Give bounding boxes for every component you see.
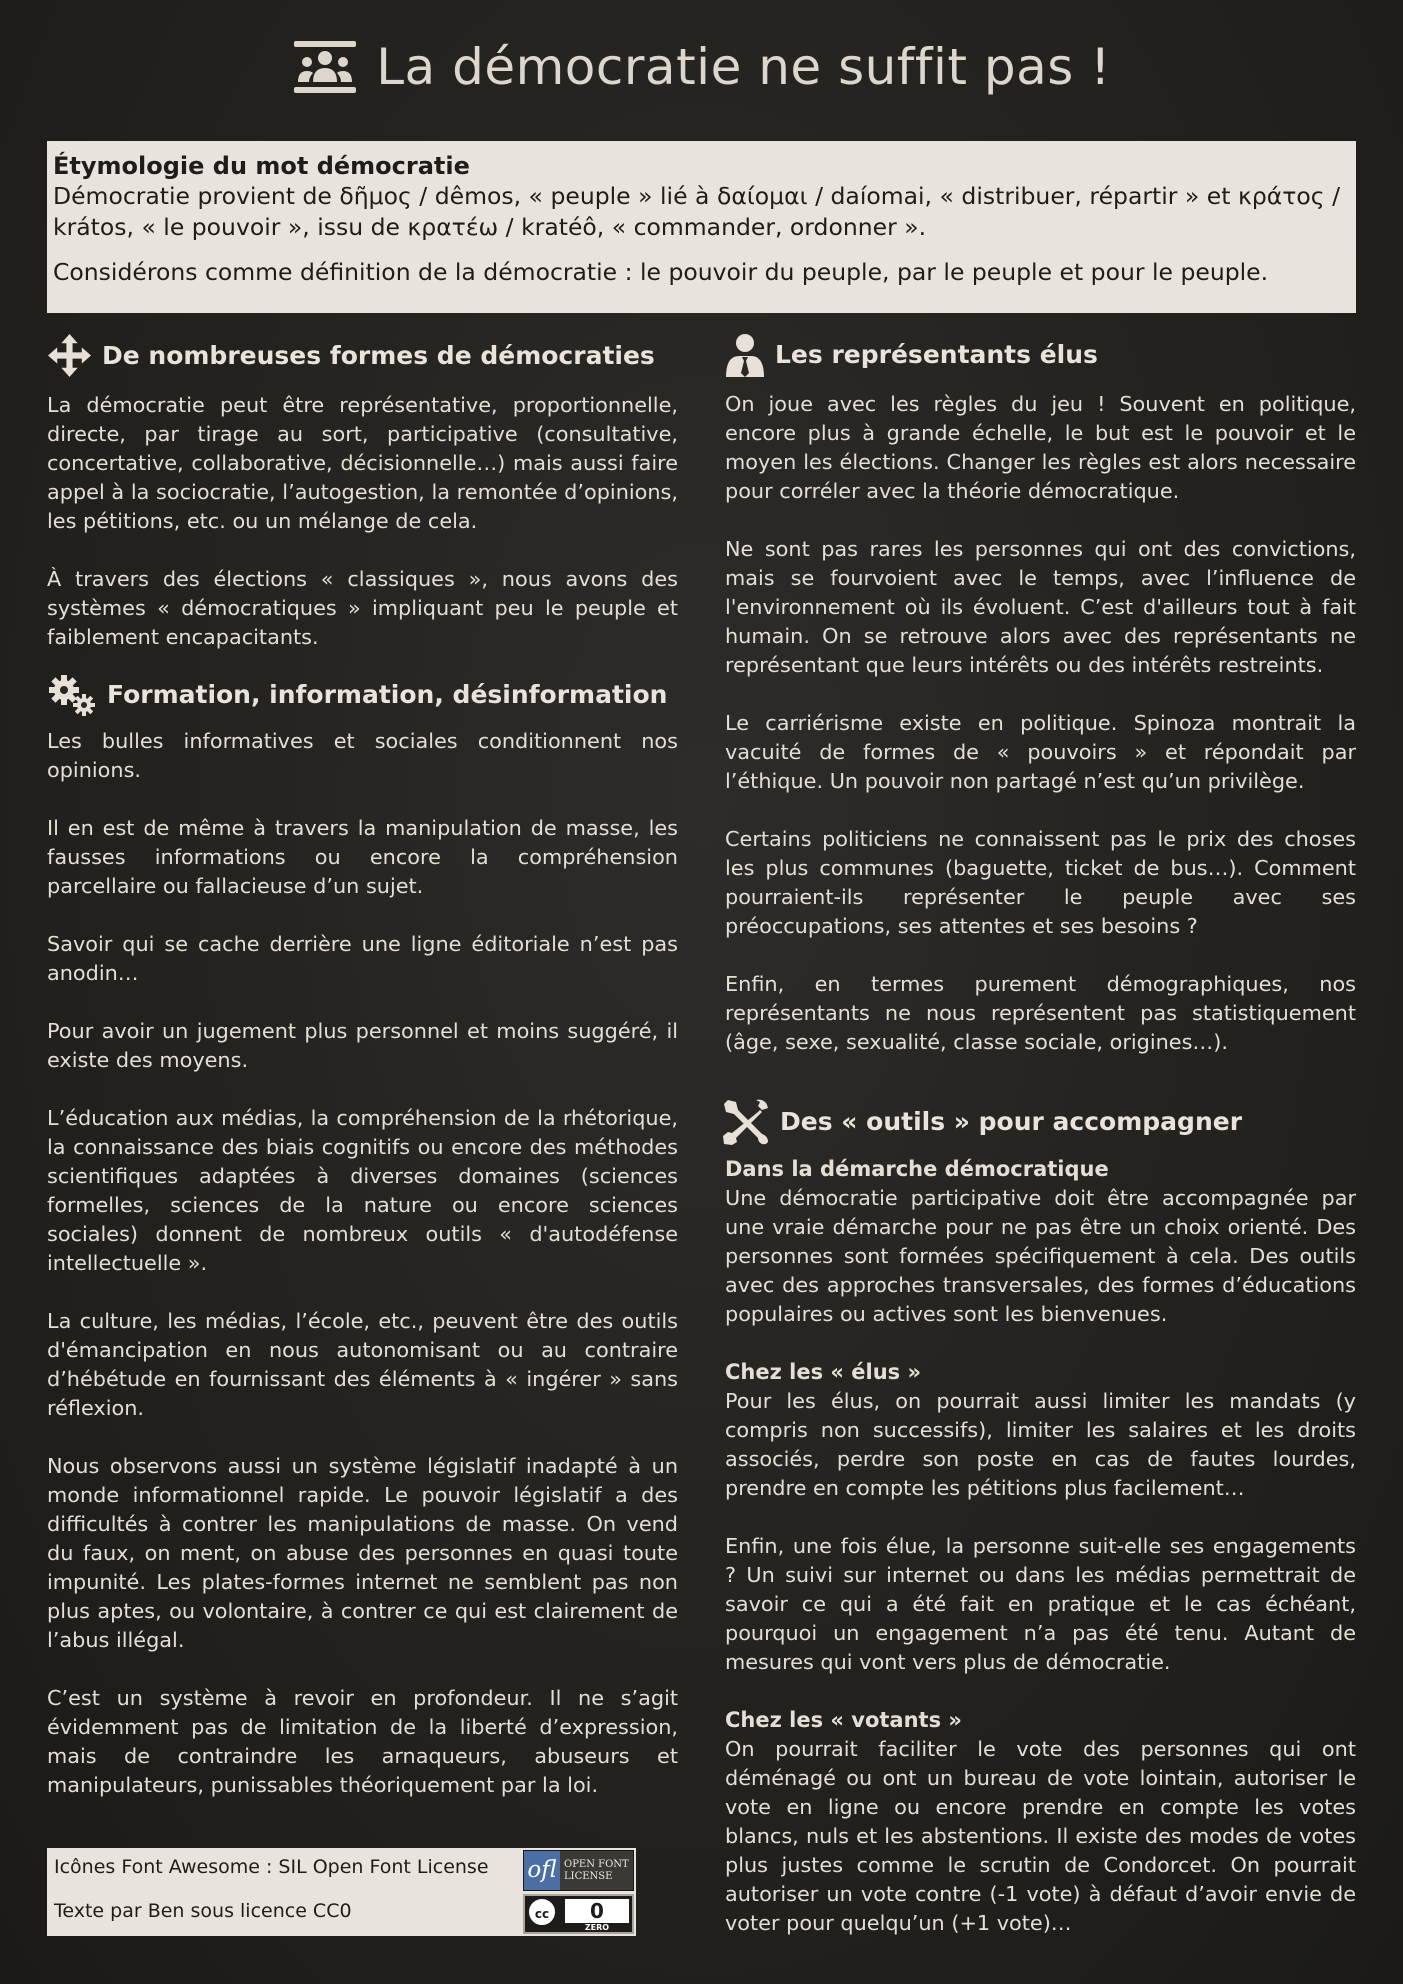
title-text: La démocratie ne suffit pas ! (376, 38, 1111, 96)
license-footer (47, 1848, 636, 1936)
section-heading-text: Formation, information, désinformation (107, 680, 668, 709)
paragraph: Le carriérisme existe en politique. Spinoza montrait la vacuité de formes de « pouvoirs » et répondait par l’éthique. Un pouvoir non partagé n’est qu’un privilège. (725, 711, 1356, 793)
cc0-badge[interactable] (523, 1894, 634, 1934)
left-column (47, 333, 678, 1800)
zero-label: ZERO (584, 1923, 610, 1932)
paragraph: Enfin, en termes purement démographiques, nos représentants ne nous représentent pas statistiquement (âge, sexe, sexualité, classe sociale, origines…). (725, 972, 1356, 1054)
paragraph: À travers des élections « classiques », nous avons des systèmes « démocratiques » impliquant peu le peuple et faiblement encapacitants. (47, 567, 678, 649)
subheading: Dans la démarche démocratique (725, 1157, 1109, 1181)
paragraph: Pour avoir un jugement plus personnel et moins suggéré, il existe des moyens. (47, 1019, 678, 1072)
section-heading-information (47, 674, 678, 716)
paragraph: La culture, les médias, l’école, etc., peuvent être des outils d'émancipation en nous autonomisant ou au contraire d’hébétude en fournissant des éléments à « ingérer » sans réflexion. (47, 1309, 678, 1420)
right-column (725, 333, 1356, 1938)
user-tie-icon (725, 333, 765, 377)
arrows-icon (47, 333, 92, 378)
ofl-logo: ofl (524, 1851, 560, 1890)
ofl-badge[interactable] (523, 1850, 634, 1891)
icons-license: Icônes Font Awesome : SIL Open Font License (54, 1856, 489, 1878)
ofl-line1: OPEN FONT (564, 1859, 629, 1870)
cc-logo: cc (529, 1899, 555, 1925)
ofl-line2: LICENSE (564, 1871, 613, 1882)
definition-text: Considérons comme définition de la démocratie : le pouvoir du peuple, par le peuple et pour le peuple. (53, 258, 1269, 286)
paragraph: Il en est de même à travers la manipulation de masse, les fausses informations ou encore la compréhension parcellaire ou fallacieuse d’un sujet. (47, 816, 678, 898)
paragraph: Certains politiciens ne connaissent pas le prix des choses les plus communes (baguette, ticket de bus…). Comment pourraient-ils représenter le peuple avec ses préoccupations, ses attentes et ses besoins ? (725, 827, 1356, 938)
section-heading-representatives (725, 333, 1356, 377)
paragraph: Nous observons aussi un système législatif inadapté à un monde informationnel rapide. Le pouvoir législatif a des difficultés à contrer les manipulations de masse. On vend du faux, on ment, on abuse des personnes en quasi toute impunité. Les plates-formes internet ne semblent pas non plus aptes, ou volontaire, à contrer ce qui est clairement de l’abus illégal. (47, 1454, 678, 1652)
gears-icon (47, 674, 97, 716)
paragraph: C’est un système à revoir en profondeur. Il ne s’agit évidemment pas de limitation de la liberté d’expression, mais de contraindre les arnaqueurs, abuseurs et manipulateurs, punissables théoriquement par la loi. (47, 1686, 678, 1797)
zero-logo: 0 (565, 1899, 629, 1923)
section-heading-text: Des « outils » pour accompagner (780, 1107, 1243, 1136)
paragraph: On pourrait faciliter le vote des personnes qui ont déménagé ou ont un bureau de vote lointain, autoriser le vote en ligne ou encore prendre en compte les votes blancs, nuls et les abstentions. Il existe des modes de votes plus justes comme le scrutin de Condorcet. On pourrait autoriser un vote contre (-1 vote) à défaut d’avoir envie de voter pour quelqu’un (+1 vote)… (725, 1737, 1356, 1935)
paragraph: L’éducation aux médias, la compréhension de la rhétorique, la connaissance des biais cognitifs ou encore des méthodes scientifiques adaptées à diverses domaines (sciences formelles, sciences de la nature ou encore sciences sociales) donnent de nombreux outils « d'autodéfense intellectuelle ». (47, 1106, 678, 1275)
etymology-text: Démocratie provient de δῆμος / dêmos, « peuple » lié à δαίομαι / daíomai, « distribuer, répartir » et κράτος / krátos, « le pouvoir », issu de κρατέω / kratéô, « commander, ordonner ». (53, 182, 1340, 241)
paragraph: Ne sont pas rares les personnes qui ont des convictions, mais se fourvoient avec le temps, avec l’influence de l'environnement où ils évoluent. C’est d'ailleurs tout à fait humain. On se retrouve alors avec des représentants ne représentant que leurs intérêts ou des intérêts restreints. (725, 537, 1356, 677)
subheading: Chez les « votants » (725, 1708, 962, 1732)
section-heading-text: De nombreuses formes de démocraties (102, 340, 655, 370)
page-title (0, 38, 1403, 96)
section-heading-text: Les représentants élus (775, 340, 1098, 369)
paragraph: Enfin, une fois élue, la personne suit-elle ses engagements ? Un suivi sur internet ou dans les médias permettrait de savoir ce qui a été fait en pratique et le cas échéant, pourquoi un engagement n’a pas été tenu. Autant de mesures qui vont vers plus de démocratie. (725, 1534, 1356, 1674)
section-heading-forms (47, 333, 678, 378)
paragraph: Une démocratie participative doit être accompagnée par une vraie démarche pour ne pas être un choix orienté. Des personnes sont formées spécifiquement à cela. Des outils avec des approches transversales, des formes d’éducations populaires ou actives sont les bienvenues. (725, 1186, 1356, 1326)
etymology-panel (47, 141, 1356, 313)
paragraph: On joue avec les règles du jeu ! Souvent en politique, encore plus à grande échelle, le but est le pouvoir et le moyen les élections. Changer les règles est alors necessaire pour corréler avec la théorie démocratique. (725, 392, 1356, 503)
paragraph: Pour les élus, on pourrait aussi limiter les mandats (y compris non successifs), limiter les salaires et les droits associés, perdre son poste en cas de fautes lourdes, prendre en compte les pétitions plus facilement… (725, 1389, 1356, 1500)
etymology-heading: Étymologie du mot démocratie (53, 152, 470, 180)
section-heading-tools (722, 1098, 1356, 1146)
text-license: Texte par Ben sous licence CC0 (54, 1900, 352, 1922)
users-icon (292, 38, 358, 96)
subheading: Chez les « élus » (725, 1360, 922, 1384)
paragraph: La démocratie peut être représentative, proportionnelle, directe, par tirage au sort, participative (consultative, concertative, collaborative, décisionnelle…) mais aussi faire appel à la sociocratie, l’autogestion, la remontée d’opinions, les pétitions, etc. ou un mélange de cela. (47, 393, 678, 533)
paragraph: Savoir qui se cache derrière une ligne éditoriale n’est pas anodin… (47, 932, 678, 985)
tools-icon (722, 1098, 770, 1146)
paragraph: Les bulles informatives et sociales conditionnent nos opinions. (47, 729, 678, 782)
